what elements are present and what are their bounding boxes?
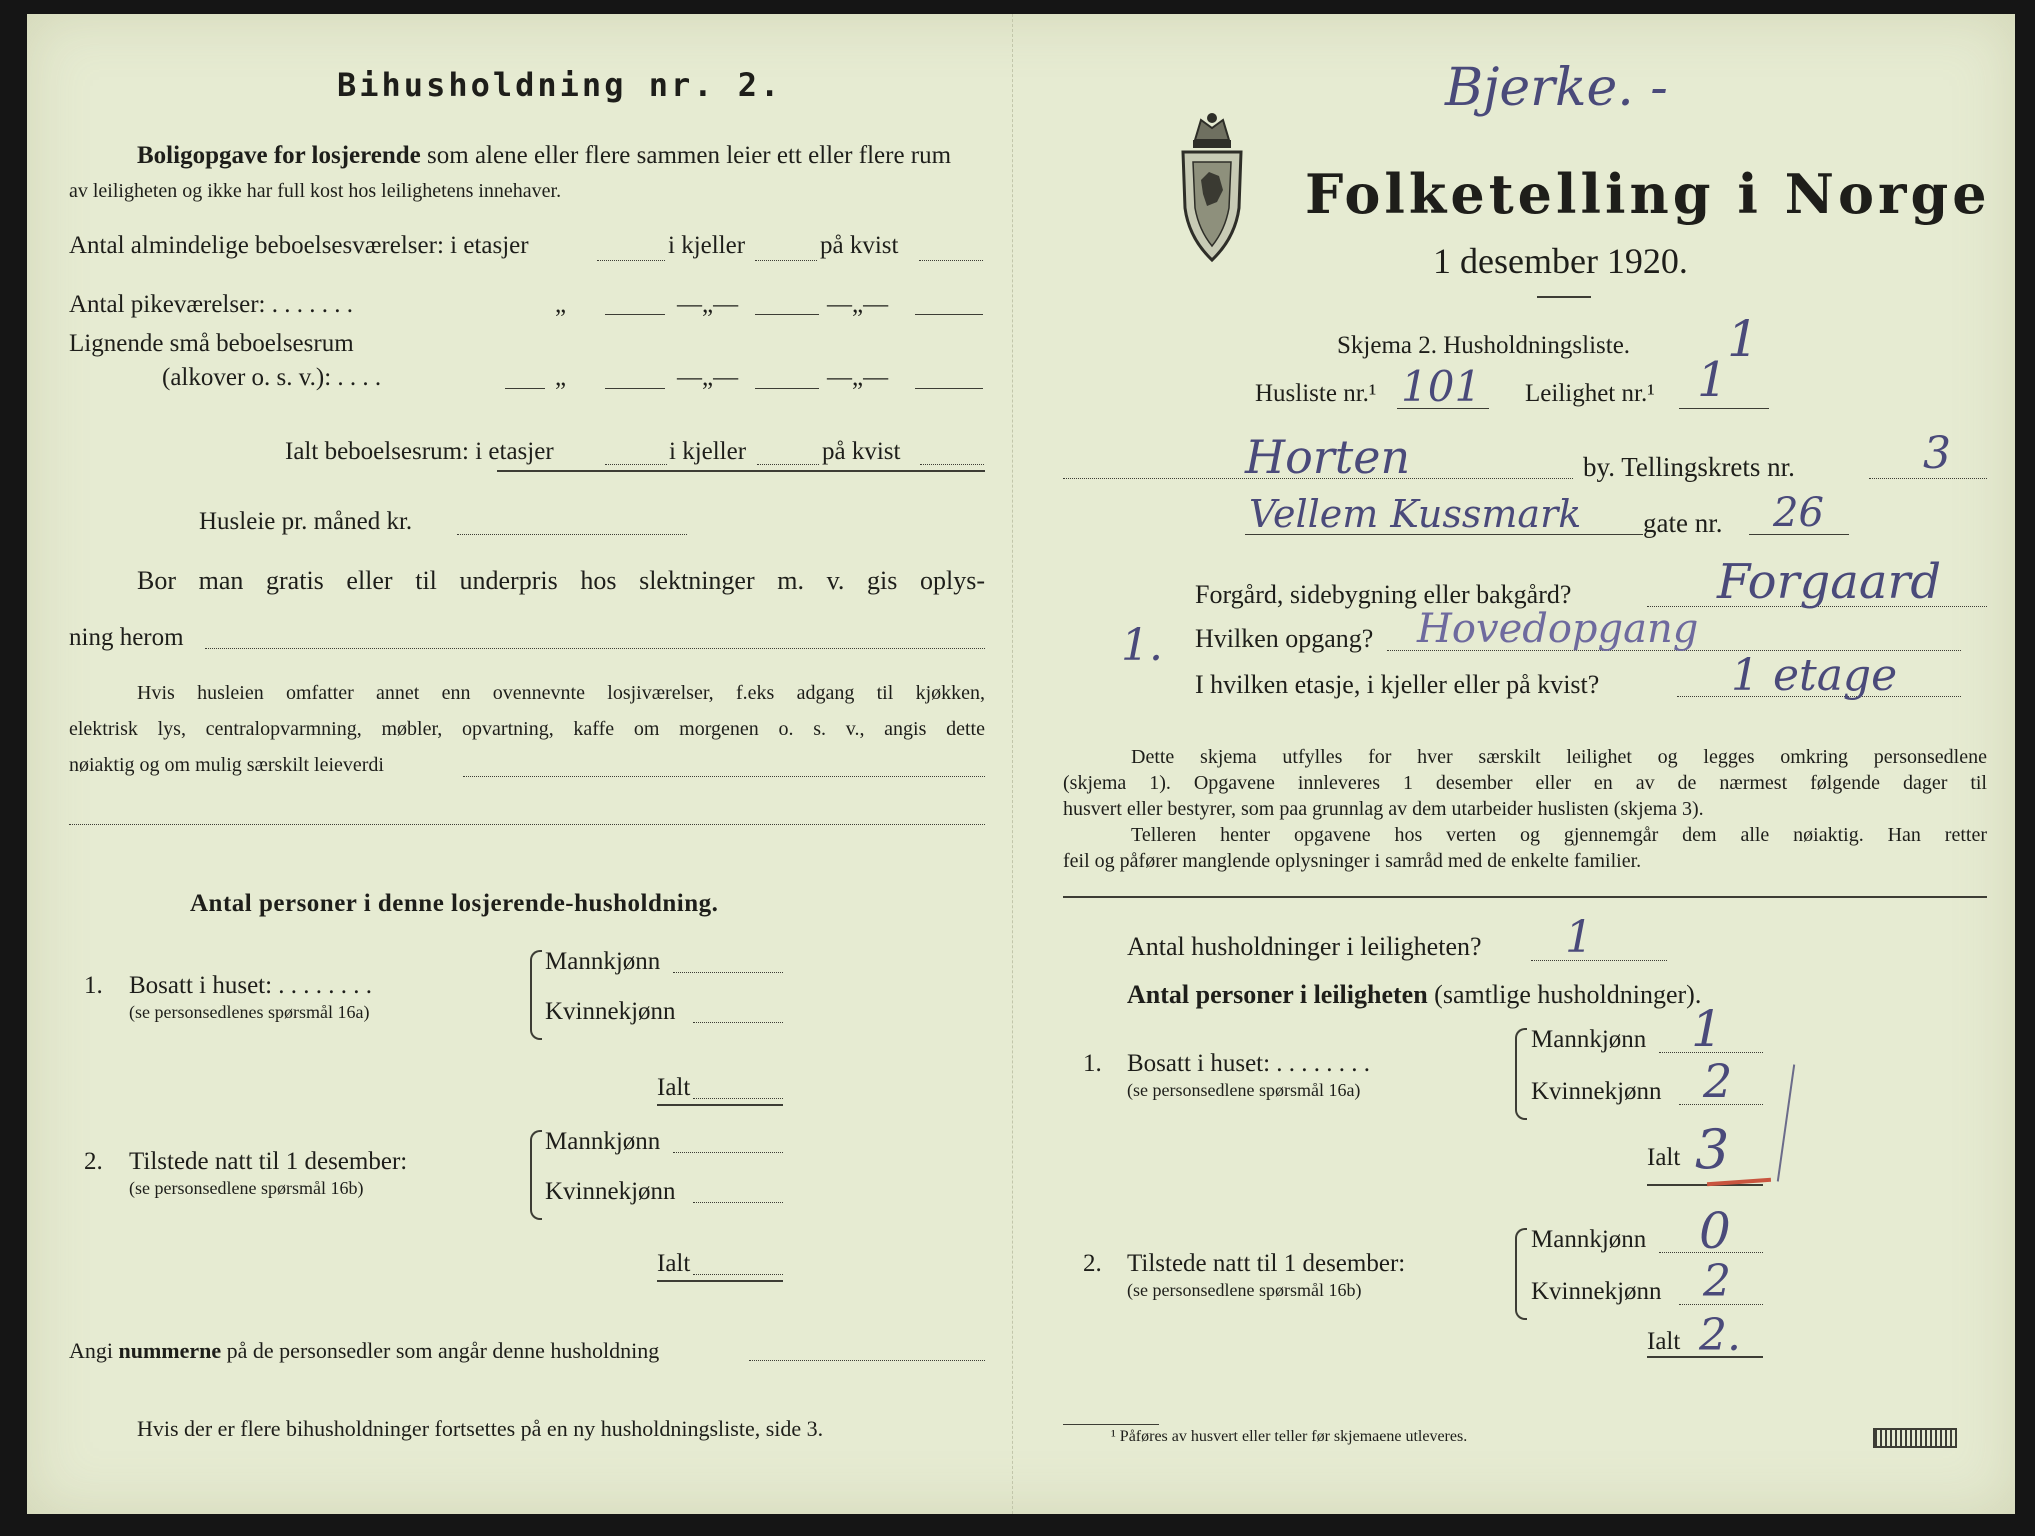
numbers-field[interactable]: [749, 1360, 985, 1361]
right-q1-num: 1.: [1083, 1050, 1102, 1077]
intro-bold: Boligopgave for losjerende: [137, 142, 421, 169]
total-rooms-label: Ialt beboelsesrum: i etasjer: [285, 438, 554, 465]
total-rooms-kjeller-field[interactable]: [757, 464, 819, 465]
right-q1-total-value: 3: [1695, 1118, 1730, 1181]
pike-dash-1: —„—: [677, 291, 739, 318]
footnote: ¹ Påføres av husvert eller teller før skjemaene utleveres.: [1111, 1428, 1468, 1445]
right-q2-total-label: Ialt: [1647, 1328, 1681, 1355]
incl-field-2[interactable]: [69, 824, 985, 825]
left-q1-total-field[interactable]: [693, 1098, 783, 1099]
left-q1-note: (se personsedlenes spørsmål 16a): [129, 1002, 370, 1022]
left-q1-total-label: Ialt: [657, 1074, 691, 1101]
right-q2-num: 2.: [1083, 1250, 1102, 1277]
rooms-kjeller: i kjeller: [668, 232, 746, 259]
free-line-2: ning herom: [69, 624, 184, 651]
left-q2-male-field[interactable]: [673, 1152, 783, 1153]
opgang-red-mark: 1.: [1121, 620, 1163, 671]
total-rooms-rule: [497, 470, 985, 472]
right-q1-brace: [1515, 1028, 1527, 1120]
left-q2-total-field[interactable]: [693, 1274, 783, 1275]
street-value: Vellem Kussmark: [1249, 492, 1582, 536]
instr-line-1: Dette skjema utfylles for hver særskilt leilighet og legges omkring personsedlene: [1131, 746, 1987, 768]
numbers-line: [69, 1338, 659, 1364]
small-rooms-1: Lignende små beboelsesrum: [69, 330, 354, 357]
numbers-bold: nummerne: [118, 1338, 222, 1363]
leilighet-label: Leilighet nr.¹: [1525, 380, 1655, 407]
footnote-rule: [1063, 1424, 1159, 1425]
right-q2-male-value: 0: [1699, 1202, 1731, 1260]
more-households-note: Hvis der er flere bihusholdninger fortsettes på en ny husholdningsliste, side 3.: [137, 1416, 824, 1441]
pike-quote: „: [555, 291, 567, 318]
small-rooms-2: (alkover o. s. v.): . . . .: [162, 364, 382, 391]
census-form-sheet: [27, 14, 2015, 1514]
free-line-1: Bor man gratis eller til underpris hos slektninger m. v. gis oplys-: [137, 566, 985, 595]
left-title: Bihusholdning nr. 2.: [337, 66, 783, 104]
incl-line-3: nøiaktig og om mulig særskilt leieverdi: [69, 754, 384, 776]
right-q2-note: (se personsedlene spørsmål 16b): [1127, 1280, 1362, 1300]
opgang-label: Hvilken opgang?: [1195, 624, 1374, 653]
leilighet-field[interactable]: [1679, 408, 1769, 409]
total-rooms-etasjer-field[interactable]: [605, 464, 667, 465]
rent-field[interactable]: [457, 534, 687, 535]
gate-label: gate nr.: [1643, 508, 1723, 538]
forgard-value: Forgaard: [1717, 554, 1942, 610]
left-q2-note: (se personsedlene spørsmål 16b): [129, 1178, 364, 1198]
gate-value: 26: [1773, 490, 1824, 536]
by-label: by. Tellingskrets nr.: [1583, 452, 1795, 482]
instr-rule: [1063, 896, 1987, 898]
right-q1-female-value: 2: [1703, 1054, 1733, 1108]
rooms-kvist: på kvist: [820, 232, 899, 259]
town-value: Horten: [1245, 430, 1411, 484]
printer-stamp: [1873, 1428, 1957, 1448]
date-rule: [1537, 296, 1591, 298]
right-q2-brace: [1515, 1228, 1527, 1320]
check-tick-mark: [1777, 1064, 1795, 1181]
rooms-kvist-field[interactable]: [919, 260, 983, 261]
left-q2-label: Tilstede natt til 1 desember:: [129, 1148, 408, 1175]
small-rooms-dash-2: —„—: [827, 364, 889, 391]
small-rooms-dash-1: —„—: [677, 364, 739, 391]
right-q1-female-label: Kvinnekjønn: [1531, 1078, 1662, 1105]
husliste-value: 101: [1401, 362, 1482, 411]
left-q2-total-rule: [657, 1280, 783, 1282]
etasje-label: I hvilken etasje, i kjeller eller på kvist?: [1195, 670, 1600, 699]
left-q2-brace: [530, 1130, 542, 1220]
households-field[interactable]: [1531, 960, 1667, 961]
incl-line-1: Hvis husleien omfatter annet enn ovennevnte losjiværelser, f.eks adgang til kjøkken,: [137, 682, 985, 704]
rooms-kjeller-field[interactable]: [755, 260, 817, 261]
left-q1-female-label: Kvinnekjønn: [545, 998, 676, 1025]
right-q1-label: Bosatt i huset: . . . . . . . .: [1127, 1050, 1371, 1077]
total-rooms-kvist: på kvist: [822, 438, 901, 465]
numbers-post: på de personsedler som angår denne husholdning: [226, 1338, 660, 1363]
left-q1-brace: [530, 950, 542, 1040]
left-q1-label: Bosatt i huset: . . . . . . . .: [129, 972, 373, 999]
incl-field[interactable]: [463, 776, 985, 777]
households-value: 1: [1565, 912, 1593, 963]
right-q2-female-value: 2: [1703, 1256, 1731, 1307]
right-q2-male-label: Mannkjønn: [1531, 1226, 1647, 1253]
left-q1-num: 1.: [84, 972, 103, 999]
rooms-label: Antal almindelige beboelsesværelser: i etasjer: [69, 232, 529, 259]
husliste-label: Husliste nr.¹: [1255, 380, 1377, 407]
etasje-value: 1 etage: [1731, 650, 1898, 701]
handwritten-name: Bjerke. -: [1445, 58, 1668, 118]
right-q1-total-label: Ialt: [1647, 1144, 1681, 1171]
pike-dash-2: —„—: [827, 291, 889, 318]
left-persons-heading: Antal personer i denne losjerende-husholdning.: [190, 890, 719, 917]
small-rooms-kjeller-field[interactable]: [755, 388, 819, 389]
intro-line2: av leiligheten og ikke har full kost hos leilighetens innehaver.: [69, 180, 562, 202]
total-rooms-kjeller: i kjeller: [669, 438, 747, 465]
leilighet-value: 1: [1697, 352, 1728, 408]
pike-etasjer-field[interactable]: [605, 314, 665, 315]
households-label: Antal husholdninger i leiligheten?: [1127, 932, 1482, 961]
right-q2-female-label: Kvinnekjønn: [1531, 1278, 1662, 1305]
small-rooms-etasjer-field[interactable]: [605, 388, 665, 389]
pike-kjeller-field[interactable]: [755, 314, 819, 315]
main-title: Folketelling i Norge: [1305, 162, 1991, 226]
right-q1-note: (se personsedlene spørsmål 16a): [1127, 1080, 1361, 1100]
left-q2-female-field[interactable]: [693, 1202, 783, 1203]
right-q1-total-rule: [1647, 1184, 1763, 1186]
rooms-etasjer-field[interactable]: [597, 260, 665, 261]
instr-line-5: feil og påfører manglende oplysninger i samråd med de enkelte familier.: [1063, 850, 1642, 872]
coat-of-arms-icon: [1177, 110, 1247, 266]
left-q1-female-field[interactable]: [693, 1022, 783, 1023]
page-fold: [1012, 14, 1013, 1514]
left-q1-total-rule: [657, 1104, 783, 1106]
intro-rest: som alene eller flere sammen leier ett eller flere rum: [427, 142, 952, 169]
left-q2-total-label: Ialt: [657, 1250, 691, 1277]
pike-kvist-field[interactable]: [915, 314, 983, 315]
right-q1-male-label: Mannkjønn: [1531, 1026, 1647, 1053]
right-q2-total-value: 2.: [1699, 1310, 1741, 1361]
census-date: 1 desember 1920.: [1433, 241, 1688, 281]
instr-line-3: husvert eller bestyrer, som paa grunnlag av dem utarbeider huslisten (skjema 3).: [1063, 798, 1704, 820]
schema-handwritten: 1: [1727, 310, 1759, 368]
left-q2-male-label: Mannkjønn: [545, 1128, 661, 1155]
small-rooms-lead: [505, 388, 545, 389]
rent-label: Husleie pr. måned kr.: [199, 508, 413, 535]
right-q2-label: Tilstede natt til 1 desember:: [1127, 1250, 1406, 1277]
persons-heading-bold: Antal personer i leiligheten: [1127, 980, 1428, 1009]
left-q2-num: 2.: [84, 1148, 103, 1175]
free-field[interactable]: [205, 648, 985, 649]
small-rooms-kvist-field[interactable]: [915, 388, 983, 389]
forgard-label: Forgård, sidebygning eller bakgård?: [1195, 580, 1572, 609]
persons-heading-rest: (samtlige husholdninger).: [1434, 980, 1702, 1009]
krets-value: 3: [1923, 428, 1951, 479]
instr-line-4: Telleren henter opgavene hos verten og gjennemgår dem alle nøiaktig. Han retter: [1131, 824, 1987, 846]
incl-line-2: elektrisk lys, centralopvarmning, møbler, opvartning, kaffe om morgenen o. s. v., angis dette: [69, 718, 985, 740]
total-rooms-kvist-field[interactable]: [920, 464, 984, 465]
left-q2-female-label: Kvinnekjønn: [545, 1178, 676, 1205]
left-q1-male-field[interactable]: [673, 972, 783, 973]
right-q1-male-value: 1: [1691, 1000, 1723, 1058]
numbers-pre: Angi: [69, 1338, 113, 1363]
pike-label: Antal pikeværelser: . . . . . . .: [69, 291, 353, 318]
small-rooms-quote: „: [555, 364, 567, 391]
left-q1-male-label: Mannkjønn: [545, 948, 661, 975]
schema-label: Skjema 2. Husholdningsliste.: [1337, 332, 1631, 359]
opgang-value: Hovedopgang: [1417, 606, 1699, 652]
instr-line-2: (skjema 1). Opgavene innleveres 1 desember eller en av de nærmest følgende dager til: [1063, 772, 1987, 794]
